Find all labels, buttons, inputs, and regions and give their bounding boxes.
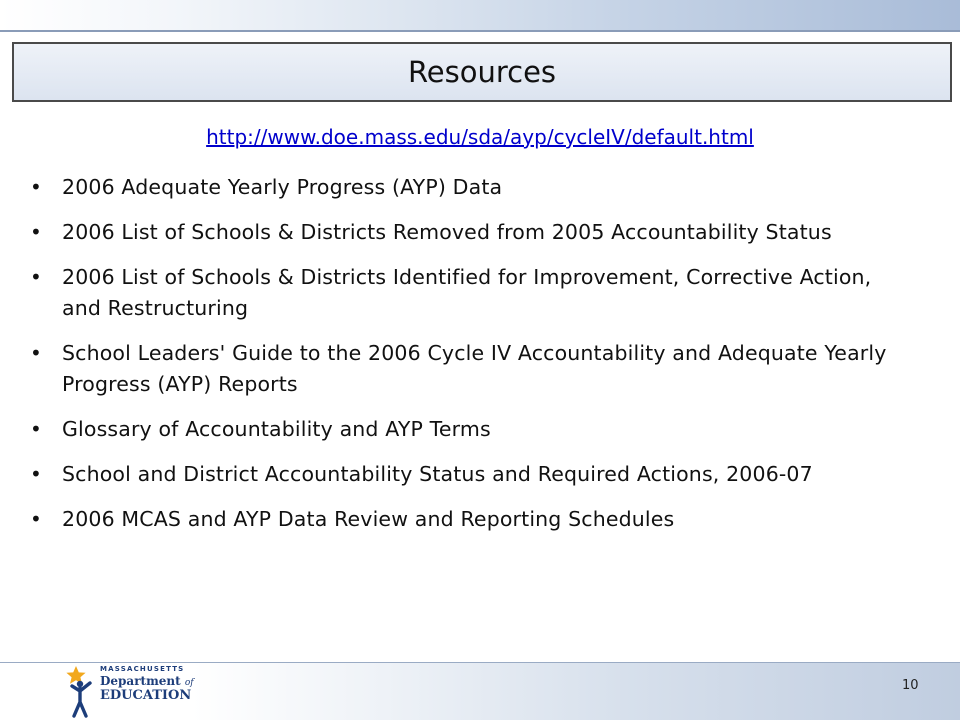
bullet-item: • School and District Accountability Status and Required Actions, 2006-07: [28, 459, 908, 490]
logo-line-education: EDUCATION: [100, 688, 192, 703]
top-header-band: [0, 0, 960, 32]
star-figure-icon: [64, 664, 100, 718]
page-number: 10: [902, 678, 919, 693]
bullet-item: • 2006 List of Schools & Districts Removed from 2005 Accountability Status: [28, 217, 908, 248]
bullet-item: • 2006 List of Schools & Districts Identified for Improvement, Corrective Action, and Restructuring: [28, 262, 908, 324]
logo-of-word: of: [184, 678, 194, 688]
bullet-item: • 2006 MCAS and AYP Data Review and Reporting Schedules: [28, 504, 908, 535]
logo-wordmark: [100, 666, 194, 702]
resource-link[interactable]: http://www.doe.mass.edu/sda/ayp/cycleIV/default.html: [206, 125, 754, 149]
logo-department-word: Department: [100, 674, 181, 688]
resource-link-container: [0, 125, 960, 149]
department-logo: [64, 664, 214, 718]
bullet-item: • Glossary of Accountability and AYP Terms: [28, 414, 908, 445]
slide-title: Resources: [407, 55, 557, 89]
title-box: [12, 42, 952, 102]
logo-line-massachusetts: MASSACHUSETTS: [100, 665, 185, 673]
bullet-list: [28, 172, 908, 549]
logo-line-department: [100, 675, 194, 688]
bullet-item: • School Leaders' Guide to the 2006 Cycle IV Accountability and Adequate Yearly Progress (AYP) Reports: [28, 338, 908, 400]
bullet-item: • 2006 Adequate Yearly Progress (AYP) Data: [28, 172, 908, 203]
